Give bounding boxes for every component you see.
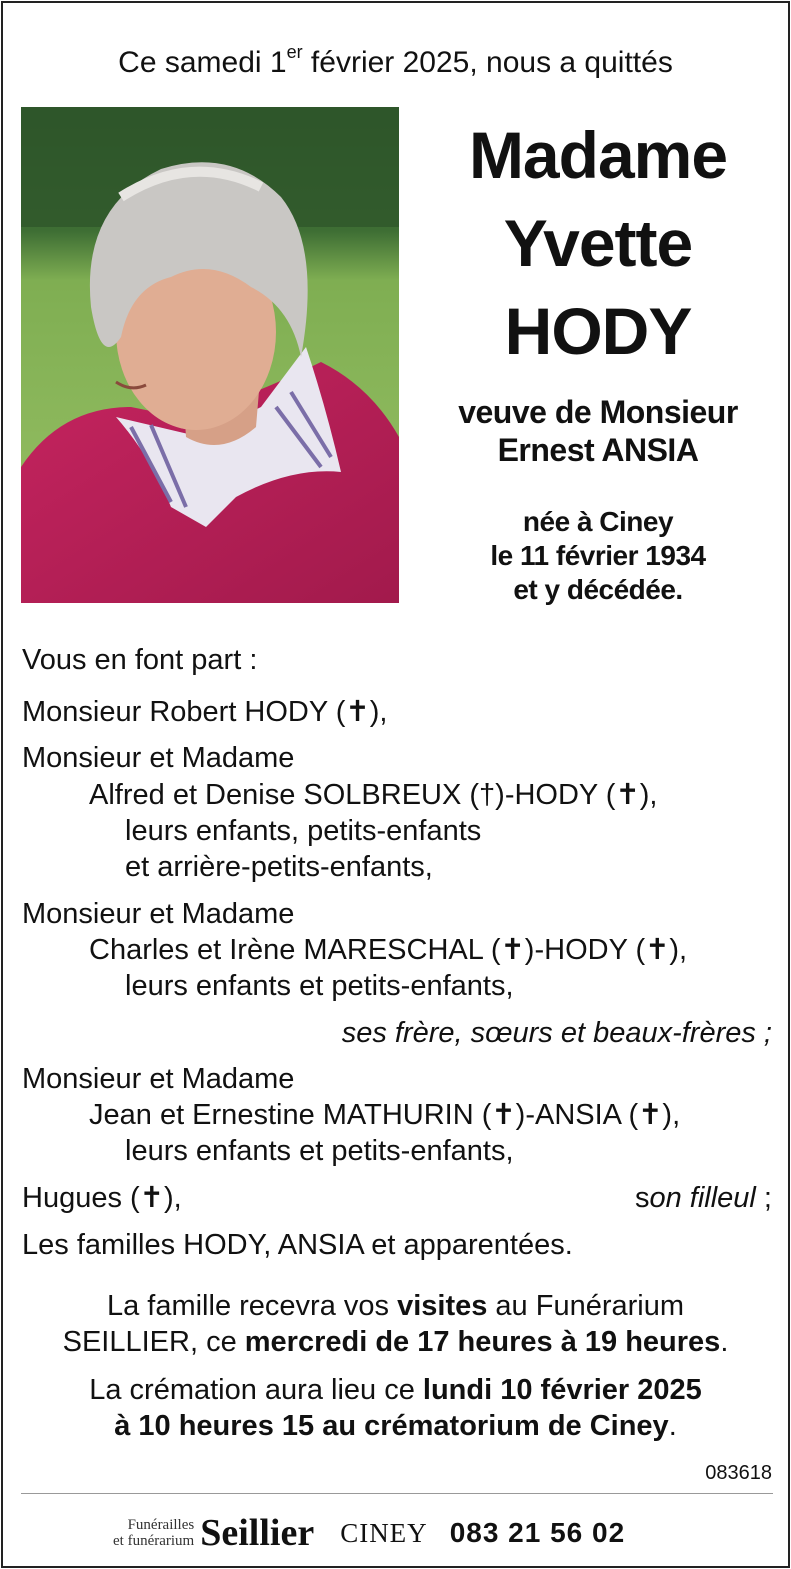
headline-suffix: février 2025, nous a quittés [302, 46, 673, 79]
visits-text: La famille recevra vos [106, 1290, 398, 1322]
family-line: Monsieur et Madame [22, 742, 295, 774]
funeral-home-logo: Seillier [200, 1512, 315, 1554]
family-line: Monsieur et Madame [22, 1063, 295, 1095]
family-line: leurs enfants et petits-enfants, [125, 970, 514, 1002]
deceased-first-name: Yvette [503, 206, 693, 280]
visits-bold: visites [397, 1290, 488, 1322]
family-line: Monsieur et Madame [22, 898, 295, 930]
deceased-title: Madame [468, 118, 728, 192]
godson-end: ; [755, 1182, 772, 1214]
family-line: Hugues (✝), [22, 1182, 182, 1214]
funeral-home-footer [113, 1503, 625, 1563]
family-line: Les familles HODY, ANSIA et apparentées. [22, 1229, 573, 1261]
family-intro: Vous en font part : [22, 644, 258, 676]
godson-s: s [634, 1182, 650, 1214]
visits-text: au Funérarium [487, 1290, 685, 1322]
family-line: leurs enfants et petits-enfants, [125, 1135, 514, 1167]
cremation-text: . [668, 1410, 677, 1442]
headline-prefix: Ce samedi 1 [118, 46, 287, 79]
family-line: leurs enfants, petits-enfants [125, 815, 482, 847]
widow-line-1: veuve de Monsieur [458, 394, 738, 430]
cremation-line-2 [3, 1409, 788, 1443]
godson-note [635, 1181, 772, 1215]
reference-number: 083618 [705, 1462, 772, 1484]
family-line: Charles et Irène MARESCHAL (✝)-HODY (✝), [89, 934, 688, 966]
visits-time: mercredi de 17 heures à 19 heures [244, 1326, 721, 1358]
tagline-line-1: Funérailles [127, 1517, 195, 1533]
family-line: Alfred et Denise SOLBREUX (†)-HODY (✝), [89, 779, 658, 811]
deceased-name [423, 111, 773, 375]
funeral-home-city: CINEY [340, 1517, 428, 1548]
portrait-photo [21, 107, 399, 603]
funeral-home-tagline [113, 1517, 194, 1549]
funeral-home-phone: 083 21 56 02 [449, 1517, 626, 1548]
visits-line-2 [3, 1325, 788, 1359]
birth-line-2: le 11 février 1934 [490, 540, 706, 571]
birth-line-1: née à Ciney [522, 506, 674, 537]
family-line: Jean et Ernestine MATHURIN (✝)-ANSIA (✝), [89, 1099, 681, 1131]
godson-rest: on filleul [649, 1182, 756, 1214]
siblings-note: ses frère, sœurs et beaux-frères ; [341, 1017, 772, 1049]
visits-text: . [720, 1326, 729, 1358]
birth-line-3: et y décédée. [513, 574, 683, 605]
headline-sup: er [286, 42, 303, 62]
widow-of [423, 393, 773, 469]
headline [3, 42, 788, 81]
cremation-line-1 [3, 1373, 788, 1407]
visits-line-1 [3, 1289, 788, 1323]
visits-text: SEILLIER, ce [62, 1326, 245, 1358]
cremation-text: La crémation aura lieu ce [89, 1374, 423, 1406]
cremation-place: à 10 heures 15 au crématorium de Ciney [114, 1410, 669, 1442]
footer-divider [21, 1493, 773, 1494]
family-line: Monsieur Robert HODY (✝), [22, 696, 388, 728]
birth-info [423, 505, 773, 607]
portrait-photo-icon [21, 107, 399, 603]
cremation-date: lundi 10 février 2025 [422, 1374, 702, 1406]
deceased-last-name: HODY [504, 294, 692, 368]
obituary-notice [1, 1, 790, 1568]
widow-line-2: Ernest ANSIA [497, 432, 699, 468]
family-line: et arrière-petits-enfants, [125, 851, 433, 883]
tagline-line-2: et funérarium [113, 1533, 195, 1549]
